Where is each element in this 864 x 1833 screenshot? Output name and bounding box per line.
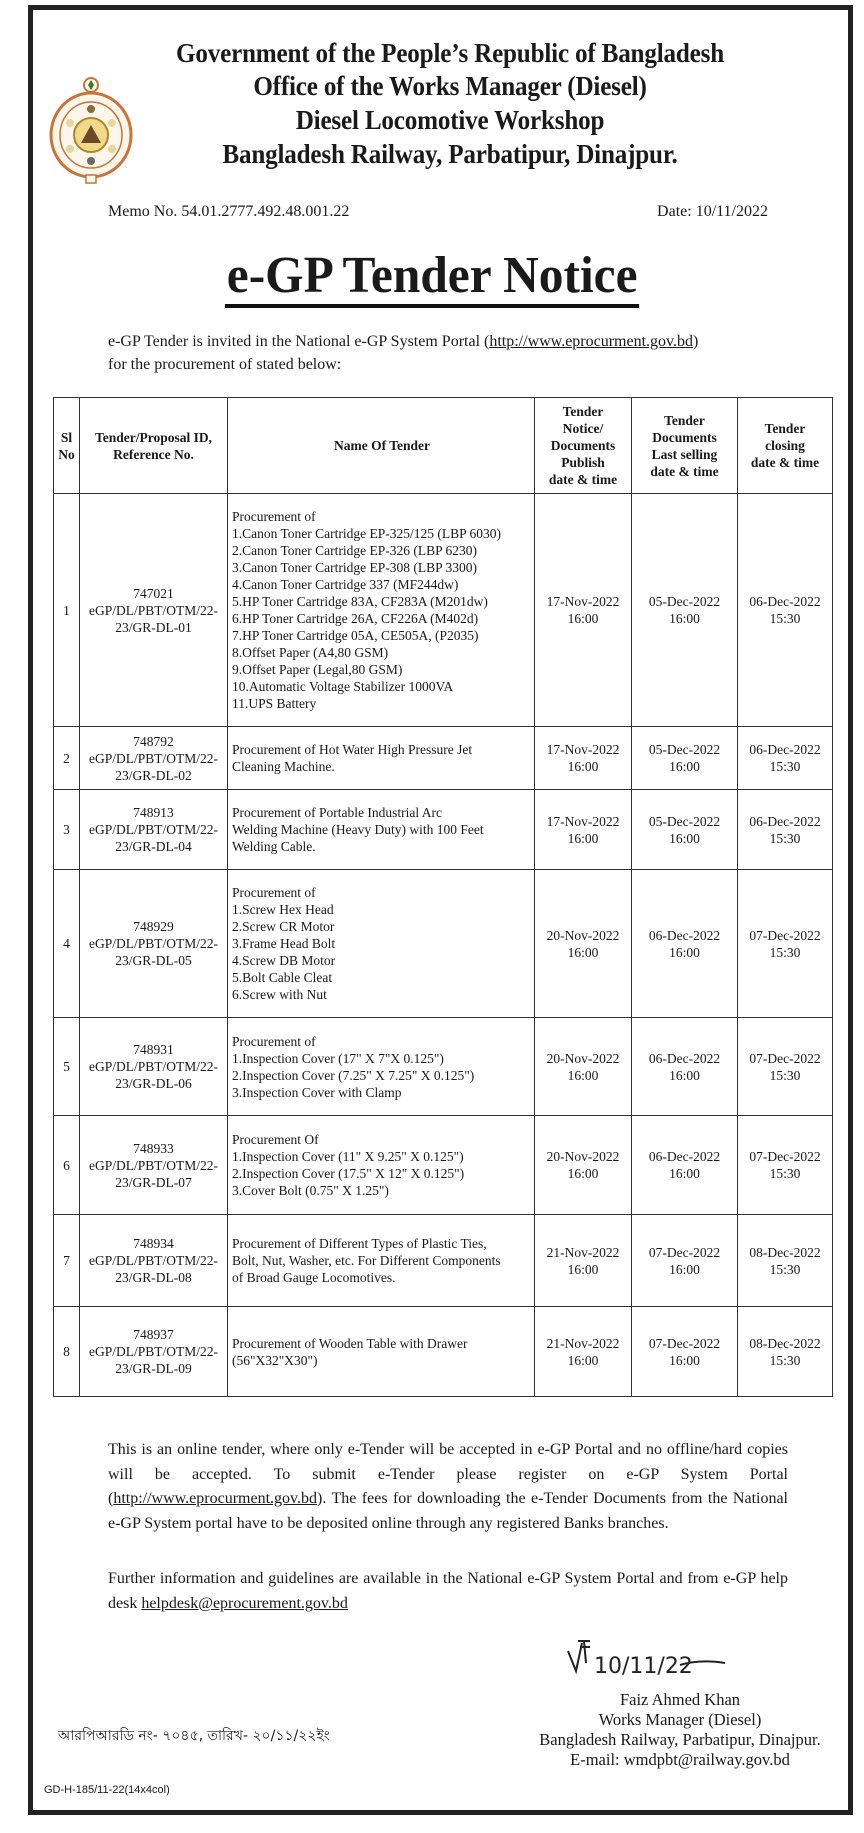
cell-closing-date: 07-Dec-2022 15:30: [738, 1018, 833, 1116]
signatory-name: Faiz Ahmed Khan: [619, 1690, 741, 1709]
cell-tender-name: Procurement Of 1.Inspection Cover (11" X 9.25" X 0.125") 2.Inspection Cover (17.5" X 12" X 0.125") 3.Cover Bolt (0.75" X 1.25"): [228, 1116, 535, 1215]
table-row: [54, 494, 833, 727]
header-closing-date: Tender closing date & time: [738, 398, 833, 494]
cell-last-selling-date: 06-Dec-2022 16:00: [632, 1116, 738, 1215]
cell-tender-id: 748929 eGP/DL/PBT/OTM/22- 23/GR-DL-05: [80, 870, 228, 1018]
table-body: [54, 494, 833, 1397]
cell-tender-id: 748792 eGP/DL/PBT/OTM/22- 23/GR-DL-02: [80, 727, 228, 790]
cell-tender-name: Procurement of Different Types of Plastic Ties, Bolt, Nut, Washer, etc. For Different Components of Broad Gauge Locomotives.: [228, 1215, 535, 1307]
cell-last-selling-date: 05-Dec-2022 16:00: [632, 790, 738, 870]
helpdesk-email-link[interactable]: helpdesk@eprocurement.gov.bd: [141, 1594, 348, 1612]
online-tender-paragraph: This is an online tender, where only e-Tender will be accepted in e-GP Portal and no offline/hard copies will be accepted. To submit e-Tender please register on e-GP System Portal (http://www.eprocurment.gov.bd). The fees for downloading the e-Tender Documents from the National e-GP System portal have to be deposited online through any registered Banks branches.: [108, 1441, 788, 1532]
signatory-office: Bangladesh Railway, Parbatipur, Dinajpur.: [539, 1730, 821, 1749]
table-row: [54, 790, 833, 870]
further-info-paragraph: Further information and guidelines are available in the National e-GP System Portal and from e-GP help desk helpdesk@eprocurement.gov.bd: [108, 1570, 788, 1612]
tender-table: [53, 397, 833, 1397]
cell-publish-date: 20-Nov-2022 16:00: [535, 1018, 632, 1116]
cell-closing-date: 07-Dec-2022 15:30: [738, 1116, 833, 1215]
cell-tender-name: Procurement of 1.Canon Toner Cartridge EP-325/125 (LBP 6030) 2.Canon Toner Cartridge EP-326 (LBP 6230) 3.Canon Toner Cartridge EP-308 (LBP 3300) 4.Canon Toner Cartridge 337 (MF244dw) 5.HP Toner Cartridge 83A, CF283A (M201dw) 6.HP Toner Cartridge 26A, CF226A (M402d) 7.HP Toner Cartridge 05A, CE505A, (P2035) 8.Offset Paper (A4,80 GSM) 9.Offset Paper (Legal,80 GSM) 10.Automatic Voltage Stabilizer 1000VA 11.UPS Battery: [228, 494, 535, 727]
cell-publish-date: 21-Nov-2022 16:00: [535, 1307, 632, 1397]
cell-tender-id: 748934 eGP/DL/PBT/OTM/22- 23/GR-DL-08: [80, 1215, 228, 1307]
cell-publish-date: 20-Nov-2022 16:00: [535, 870, 632, 1018]
cell-closing-date: 06-Dec-2022 15:30: [738, 790, 833, 870]
header-last-selling-date: Tender Documents Last selling date & time: [632, 398, 738, 494]
cell-closing-date: 06-Dec-2022 15:30: [738, 727, 833, 790]
signatory-email: E-mail: wmdpbt@railway.gov.bd: [570, 1750, 790, 1769]
svg-text:10/11/22: 10/11/22: [594, 1654, 693, 1679]
cell-last-selling-date: 05-Dec-2022 16:00: [632, 494, 738, 727]
header-line-workshop: Diesel Locomotive Workshop: [295, 105, 605, 135]
cell-last-selling-date: 07-Dec-2022 16:00: [632, 1307, 738, 1397]
cell-sl-no: 1: [54, 494, 80, 727]
signature-block: [520, 1690, 840, 1770]
table-row: [54, 1307, 833, 1397]
cell-tender-id: 748933 eGP/DL/PBT/OTM/22- 23/GR-DL-07: [80, 1116, 228, 1215]
cell-publish-date: 17-Nov-2022 16:00: [535, 494, 632, 727]
cell-sl-no: 4: [54, 870, 80, 1018]
cell-publish-date: 17-Nov-2022 16:00: [535, 790, 632, 870]
cell-sl-no: 6: [54, 1116, 80, 1215]
cell-sl-no: 8: [54, 1307, 80, 1397]
table-row: [54, 1018, 833, 1116]
handwritten-signature-icon: [560, 1633, 730, 1683]
cell-closing-date: 08-Dec-2022 15:30: [738, 1215, 833, 1307]
memo-number: Memo No. 54.01.2777.492.48.001.22: [108, 203, 350, 220]
cell-closing-date: 08-Dec-2022 15:30: [738, 1307, 833, 1397]
header-line-government: Government of the People’s Republic of Bangladesh: [176, 38, 724, 68]
intro-text: e-GP Tender is invited in the National e-GP System Portal (http://www.eprocurment.gov.bd) for the procurement of stated below:: [108, 333, 699, 373]
page-title: e-GP Tender Notice: [0, 248, 864, 308]
portal-link-2[interactable]: http://www.eprocurment.gov.bd: [113, 1490, 317, 1507]
cell-tender-name: Procurement of 1.Inspection Cover (17" X 7"X 0.125") 2.Inspection Cover (7.25" X 7.25" X 0.125") 3.Inspection Cover with Clamp: [228, 1018, 535, 1116]
cell-tender-id: 747021 eGP/DL/PBT/OTM/22- 23/GR-DL-01: [80, 494, 228, 727]
cell-publish-date: 20-Nov-2022 16:00: [535, 1116, 632, 1215]
table-row: [54, 1215, 833, 1307]
cell-closing-date: 06-Dec-2022 15:30: [738, 494, 833, 727]
cell-last-selling-date: 07-Dec-2022 16:00: [632, 1215, 738, 1307]
header-tender-id: Tender/Proposal ID, Reference No.: [80, 398, 228, 494]
cell-last-selling-date: 05-Dec-2022 16:00: [632, 727, 738, 790]
header-publish-date: Tender Notice/ Documents Publish date & time: [535, 398, 632, 494]
gd-code: GD-H-185/11-22(14x4col): [44, 1784, 170, 1796]
cell-last-selling-date: 06-Dec-2022 16:00: [632, 1018, 738, 1116]
table-row: [54, 1116, 833, 1215]
cell-publish-date: 21-Nov-2022 16:00: [535, 1215, 632, 1307]
cell-sl-no: 2: [54, 727, 80, 790]
table-header-row: [54, 398, 833, 494]
header-line-office: Office of the Works Manager (Diesel): [253, 71, 647, 101]
cell-publish-date: 17-Nov-2022 16:00: [535, 727, 632, 790]
cell-sl-no: 7: [54, 1215, 80, 1307]
header-line-address: Bangladesh Railway, Parbatipur, Dinajpur.: [222, 139, 678, 169]
table-row: [54, 870, 833, 1018]
cell-sl-no: 3: [54, 790, 80, 870]
bangla-reference: আরপিআরডি নং- ৭০৪৫, তারিখ- ২০/১১/২২ইং: [58, 1728, 330, 1744]
cell-tender-id: 748931 eGP/DL/PBT/OTM/22- 23/GR-DL-06: [80, 1018, 228, 1116]
cell-sl-no: 5: [54, 1018, 80, 1116]
cell-tender-name: Procurement of Portable Industrial Arc Welding Machine (Heavy Duty) with 100 Feet Welding Cable.: [228, 790, 535, 870]
cell-tender-id: 748913 eGP/DL/PBT/OTM/22- 23/GR-DL-04: [80, 790, 228, 870]
table-row: [54, 727, 833, 790]
header-name-of-tender: Name Of Tender: [228, 398, 535, 494]
cell-tender-name: Procurement of Wooden Table with Drawer (56"X32"X30"): [228, 1307, 535, 1397]
portal-link[interactable]: http://www.eprocurment.gov.bd: [489, 333, 694, 350]
cell-last-selling-date: 06-Dec-2022 16:00: [632, 870, 738, 1018]
cell-tender-name: Procurement of Hot Water High Pressure Jet Cleaning Machine.: [228, 727, 535, 790]
cell-tender-name: Procurement of 1.Screw Hex Head 2.Screw CR Motor 3.Frame Head Bolt 4.Screw DB Motor 5.Bolt Cable Cleat 6.Screw with Nut: [228, 870, 535, 1018]
cell-tender-id: 748937 eGP/DL/PBT/OTM/22- 23/GR-DL-09: [80, 1307, 228, 1397]
cell-closing-date: 07-Dec-2022 15:30: [738, 870, 833, 1018]
header-sl-no: Sl No: [54, 398, 80, 494]
memo-date: Date: 10/11/2022: [657, 203, 768, 220]
signatory-designation: Works Manager (Diesel): [598, 1710, 762, 1729]
